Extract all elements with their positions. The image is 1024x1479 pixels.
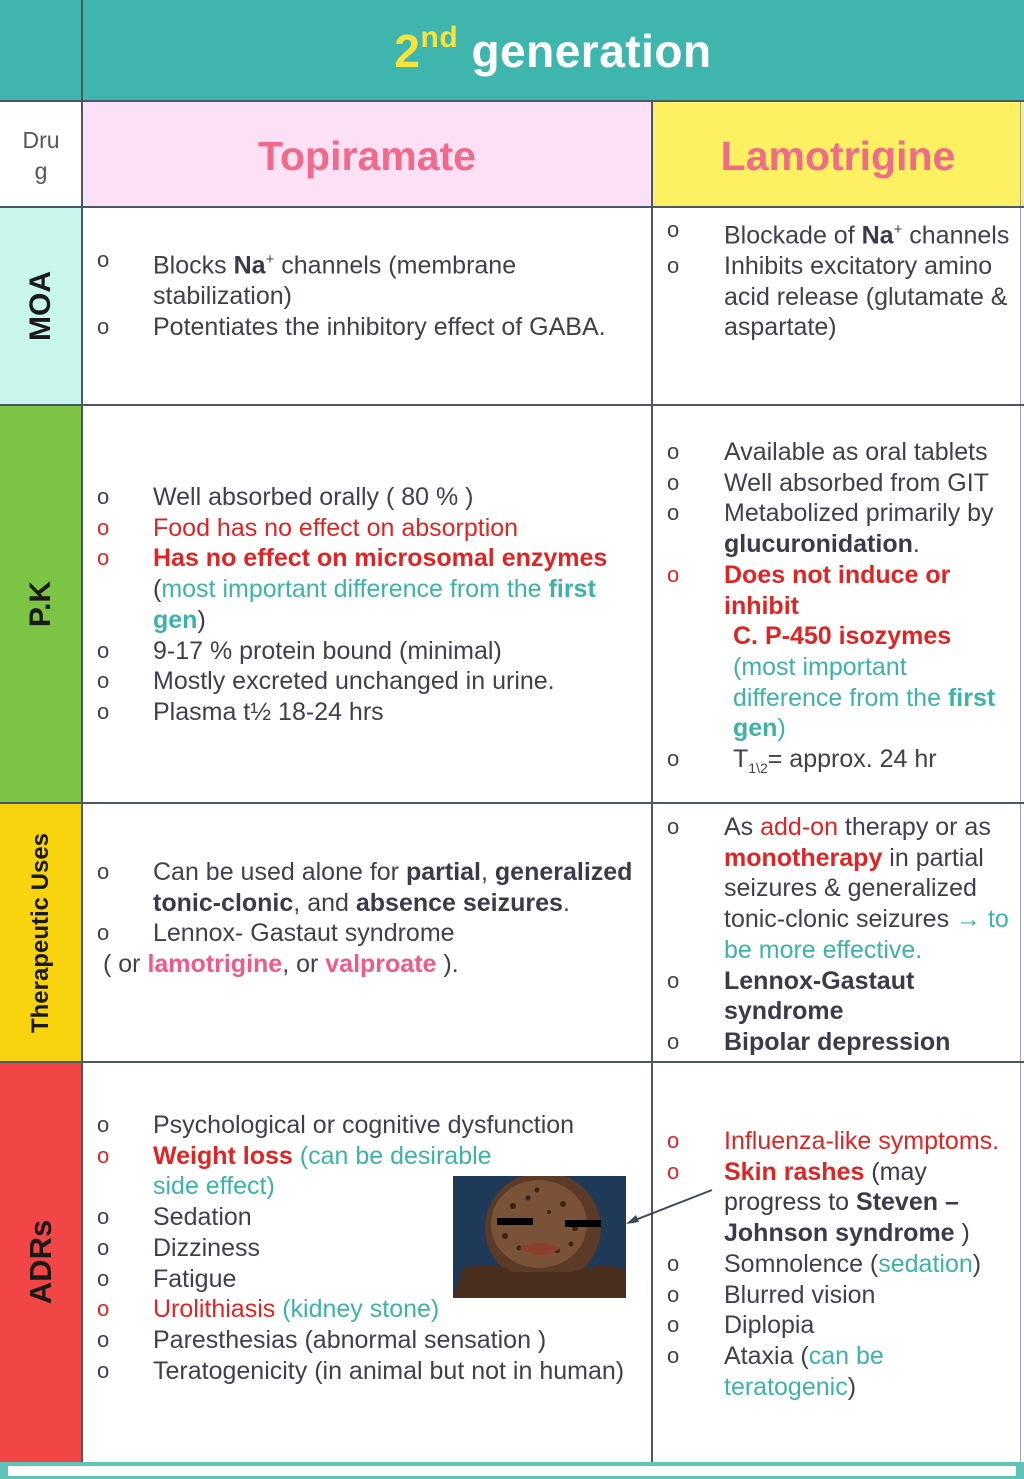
- row-label-therapeutic-text: Therapeutic Uses: [27, 832, 54, 1033]
- row-label-moa: [0, 207, 82, 405]
- list-item: o Fatigue: [97, 1264, 237, 1293]
- list-item: o Urolithiasis (kidney stone): [97, 1295, 440, 1324]
- row-label-moa-text: MOA: [24, 271, 57, 341]
- row-label-adrs-text: ADRs: [23, 1219, 58, 1305]
- list-item: o Has no effect on microsomal enzymes (most important difference from the first gen): [97, 544, 608, 634]
- row-label-therapeutic: [0, 803, 82, 1062]
- list-item: o Blockade of Na+ channels: [667, 217, 1010, 250]
- list-item: o Mostly excreted unchanged in urine.: [97, 667, 555, 696]
- moa-topiramate-list: [97, 245, 642, 342]
- skin-rash-photo: [453, 1176, 626, 1298]
- grid-line: [651, 101, 653, 1462]
- row-label-pk: [0, 405, 82, 803]
- bullet: o: [97, 313, 110, 339]
- bullet: o: [667, 1281, 680, 1307]
- list-item: o Blocks Na+ channels (membrane stabilization): [97, 247, 517, 311]
- adr-lamotrigine-list: [667, 1126, 1017, 1402]
- bullet: o: [97, 859, 110, 884]
- drug-label-line2: g: [34, 158, 48, 184]
- grid-line: [0, 1061, 1024, 1063]
- list-item: o Plasma t½ 18-24 hrs: [97, 697, 384, 726]
- pk-topiramate-list: [97, 482, 642, 728]
- list-item: o Influenza-like symptoms.: [667, 1127, 1000, 1155]
- drug-label-line1: Dru: [22, 127, 60, 153]
- header-banner: [82, 0, 1024, 101]
- list-item: o Inhibits excitatory amino acid release (glutamate & aspartate): [667, 252, 1008, 342]
- bullet: o: [97, 668, 110, 694]
- list-item: o Paresthesias (abnormal sensation ): [97, 1325, 547, 1354]
- bullet: o: [97, 920, 110, 946]
- bullet: o: [97, 1204, 110, 1230]
- list-item: o Dizziness: [97, 1233, 260, 1262]
- bullet: o: [97, 1234, 110, 1260]
- list-item: o Bipolar depression: [667, 1027, 951, 1056]
- list-item: o Lennox-Gastaut syndrome: [667, 966, 915, 1026]
- bullet: o: [667, 1158, 680, 1184]
- lamotrigine-title: Lamotrigine: [720, 133, 956, 179]
- list-item: o Teratogenicity (in animal but not in human): [97, 1356, 625, 1385]
- list-item: o Well absorbed orally ( 80 % ): [97, 483, 474, 511]
- bullet: o: [667, 439, 680, 464]
- grid-line: [0, 404, 1024, 406]
- bullet: o: [97, 1112, 110, 1137]
- grid-line: [0, 206, 1024, 208]
- header-corner-cell: [0, 0, 82, 101]
- bullet: o: [667, 1342, 680, 1368]
- list-item: o $T_{1\backslash 2}=$ approx. 24 hr: [667, 745, 937, 777]
- generation-suffix: nd: [420, 20, 459, 54]
- list-item: o Does not induce or inhibit C. P-450 isozymes (most important difference from the first gen): [667, 560, 996, 743]
- bullet: o: [97, 637, 110, 663]
- list-item: o As add-on therapy or as monotherapy in partial seizures & generalized tonic-clonic seizures → to be more effective.: [667, 813, 1009, 964]
- grid-line: [1020, 101, 1021, 1462]
- list-item: o Metabolized primarily by glucuronidation.: [667, 499, 994, 559]
- bullet: o: [667, 469, 680, 495]
- bullet: o: [97, 1296, 110, 1322]
- list-item: o 9-17 % protein bound (minimal): [97, 636, 502, 665]
- list-item: o Somnolence (sedation): [667, 1249, 982, 1278]
- moa-lamotrigine-list: [667, 215, 1017, 343]
- bullet: o: [667, 1128, 680, 1153]
- bullet: o: [97, 514, 110, 540]
- list-item: ( or lamotrigine, or valproate ).: [103, 950, 459, 979]
- bullet: o: [667, 217, 680, 242]
- row-label-adrs: [0, 1062, 82, 1462]
- bullet: o: [97, 698, 110, 724]
- bullet: o: [97, 484, 110, 509]
- topiramate-title: Topiramate: [258, 133, 476, 179]
- list-item: o Potentiates the inhibitory effect of GABA.: [97, 312, 606, 341]
- grid-line: [0, 802, 1024, 804]
- bullet: o: [97, 1357, 110, 1383]
- bullet: o: [667, 253, 680, 279]
- bullet: o: [667, 500, 680, 526]
- lamotrigine-header: [652, 101, 1024, 207]
- generation-number: 2: [394, 25, 421, 77]
- bullet: o: [667, 814, 680, 839]
- list-item: o Available as oral tablets: [667, 438, 988, 466]
- list-item: o Ataxia (can be teratogenic): [667, 1341, 884, 1401]
- list-item: o Blurred vision: [667, 1280, 876, 1309]
- grid-line: [81, 0, 83, 1462]
- list-item: o Well absorbed from GIT: [667, 468, 989, 497]
- row-label-pk-text: P.K: [24, 580, 57, 628]
- bullet: o: [667, 1250, 680, 1276]
- bullet: o: [97, 1326, 110, 1352]
- tu-topiramate-list: [97, 857, 642, 980]
- bullet: o: [667, 1028, 680, 1054]
- list-item: o Can be used alone for partial, generalized tonic-clonic, and absence seizures.: [97, 858, 633, 917]
- list-item: o Lennox- Gastaut syndrome: [97, 919, 455, 948]
- bullet: o: [97, 1142, 110, 1168]
- topiramate-header: [82, 101, 652, 207]
- tu-lamotrigine-list: [667, 812, 1017, 1058]
- list-item: o Weight loss (can be desirable side effect): [97, 1141, 492, 1201]
- generation-word: generation: [471, 25, 712, 77]
- list-item: o Psychological or cognitive dysfunction: [97, 1111, 575, 1139]
- pk-lamotrigine-list: [667, 437, 1017, 784]
- bottom-border-inner: [8, 1466, 1016, 1476]
- bullet: o: [667, 746, 680, 772]
- bullet: o: [667, 561, 680, 587]
- list-item: o Skin rashes (may progress to Steven – Johnson syndrome ): [667, 1157, 970, 1248]
- bullet: o: [97, 1265, 110, 1291]
- list-item: o Sedation: [97, 1203, 252, 1232]
- page-title: [82, 20, 1024, 78]
- list-item: o Diplopia: [667, 1311, 815, 1340]
- drug-label-cell: [0, 101, 82, 207]
- list-item: o Food has no effect on absorption: [97, 513, 519, 542]
- bullet: o: [97, 545, 110, 571]
- bullet: o: [97, 247, 110, 272]
- bullet: o: [667, 1312, 680, 1338]
- bullet: o: [667, 967, 680, 993]
- grid-line: [0, 100, 1024, 102]
